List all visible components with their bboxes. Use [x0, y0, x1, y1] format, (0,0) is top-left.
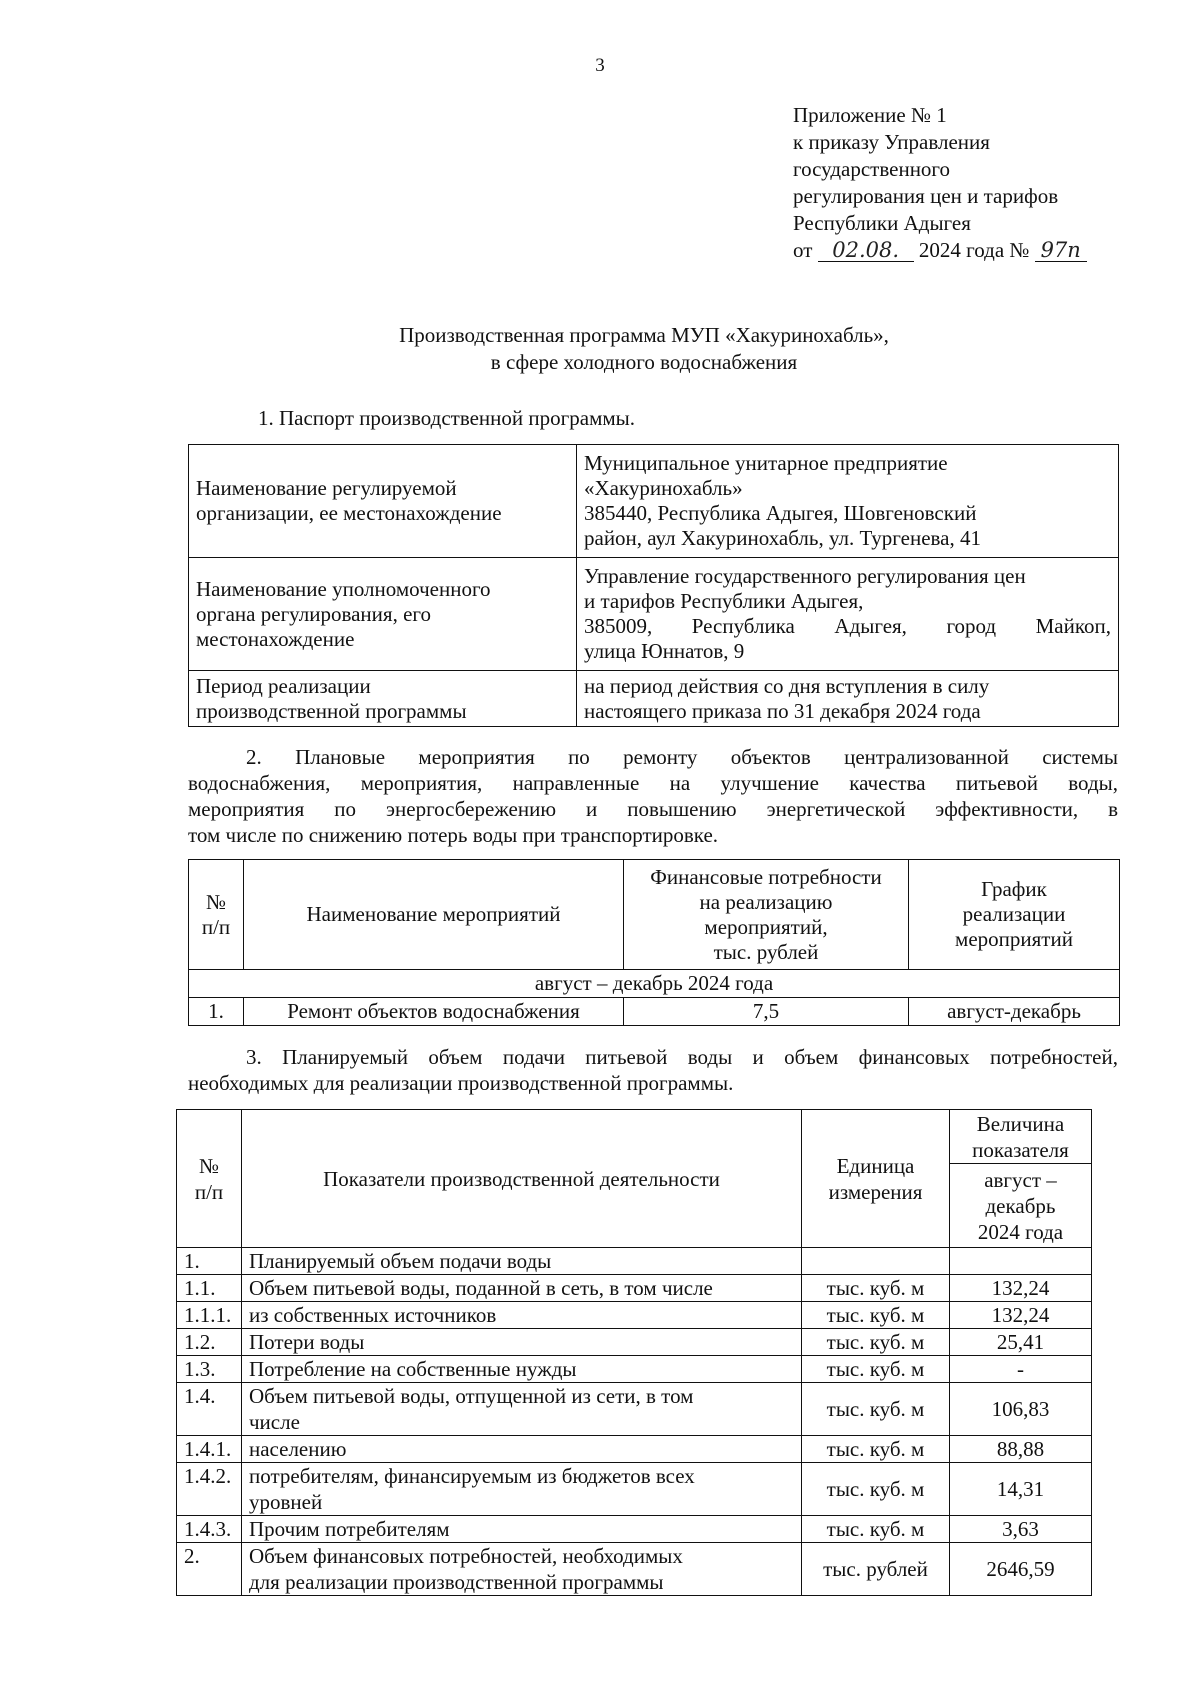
page-number: 3 [595, 55, 605, 76]
header-cell-num [177, 1110, 242, 1248]
table-row [177, 1329, 1092, 1356]
row-unit: тыс. куб. м [802, 1463, 950, 1516]
table-header-row [189, 860, 1120, 970]
row-name: из собственных источников [242, 1302, 802, 1329]
cell-line: № [205, 889, 227, 914]
row-value: 3,63 [950, 1516, 1092, 1543]
cell-line: «Хакуринохабль» [584, 476, 743, 500]
passport-label [189, 671, 577, 727]
handwritten-order-number: 97п [1035, 239, 1087, 262]
cell-line: Управление государственного регулирования цен [584, 564, 1026, 588]
appendix-line: государственного [793, 157, 951, 181]
row-num: 1.4. [177, 1383, 242, 1436]
cell-line: п/п [194, 1179, 224, 1204]
passport-value [577, 558, 1119, 671]
row-unit: тыс. рублей [802, 1543, 950, 1596]
row-name: Объем питьевой воды, поданной в сеть, в том числе [242, 1275, 802, 1302]
appendix-line: к приказу Управления [793, 130, 990, 154]
table-header-row [177, 1110, 1092, 1164]
row-financing: 7,5 [624, 998, 909, 1026]
header-cell-value [950, 1110, 1092, 1164]
header-cell-schedule [909, 860, 1120, 970]
row-num: 1.1.1. [177, 1302, 242, 1329]
cell-line: декабрь [985, 1193, 1056, 1218]
appendix-date-line [793, 237, 1173, 264]
cell-line: производственной программы [196, 698, 467, 723]
table-row [177, 1275, 1092, 1302]
cell-line: на реализацию [699, 889, 833, 914]
table-row [177, 1356, 1092, 1383]
handwritten-date: 02.08. [818, 239, 914, 262]
cell-line: мероприятий [955, 927, 1073, 951]
cell-line: уровней [249, 1490, 323, 1514]
passport-label [189, 445, 577, 558]
appendix-line: Приложение № 1 [793, 103, 947, 127]
paragraph-line: 2. Плановые мероприятия по ремонту объектов централизованной системы [246, 745, 1118, 769]
cell-line: органа регулирования, его [196, 601, 431, 626]
passport-label [189, 558, 577, 671]
row-num: 1.4.3. [177, 1516, 242, 1543]
measures-table [188, 859, 1120, 1026]
row-num: 1. [189, 998, 244, 1026]
paragraph-line: 3. Планируемый объем подачи питьевой воды и объем финансовых потребностей, [246, 1045, 1118, 1069]
table-row [177, 1248, 1092, 1275]
period-row [189, 970, 1120, 998]
row-name: Прочим потребителям [242, 1516, 802, 1543]
header-cell-name: Наименование мероприятий [244, 860, 624, 970]
row-name [242, 1543, 802, 1596]
row-value [950, 1248, 1092, 1275]
row-unit: тыс. куб. м [802, 1383, 950, 1436]
cell-line: График [981, 877, 1047, 901]
row-name: Потери воды [242, 1329, 802, 1356]
row-value: 2646,59 [950, 1543, 1092, 1596]
row-value: 88,88 [950, 1436, 1092, 1463]
row-num: 1.3. [177, 1356, 242, 1383]
cell-line: 2024 года [977, 1219, 1064, 1244]
cell-line: п/п [201, 914, 231, 939]
indicators-table [176, 1109, 1092, 1596]
header-cell-num [189, 860, 244, 970]
row-num: 1.2. [177, 1329, 242, 1356]
row-num: 1.4.2. [177, 1463, 242, 1516]
header-cell-period [950, 1164, 1092, 1248]
row-unit: тыс. куб. м [802, 1436, 950, 1463]
cell-line: Объем финансовых потребностей, необходимых [249, 1544, 683, 1568]
cell-line: улица Юннатов, 9 [584, 639, 745, 663]
row-value: 106,83 [950, 1383, 1092, 1436]
cell-line: настоящего приказа по 31 декабря 2024 года [584, 698, 981, 723]
table-row [189, 671, 1119, 727]
row-name [242, 1383, 802, 1436]
table-row [177, 1302, 1092, 1329]
header-cell-financing [624, 860, 909, 970]
passport-value [577, 671, 1119, 727]
table-row [177, 1516, 1092, 1543]
cell-line: и тарифов Республики Адыгея, [584, 589, 864, 613]
row-name: Ремонт объектов водоснабжения [244, 998, 624, 1026]
cell-line: измерения [828, 1179, 923, 1204]
row-value: 132,24 [950, 1302, 1092, 1329]
cell-line: Наименование регулируемой [196, 476, 457, 500]
appendix-line: Республики Адыгея [793, 211, 971, 235]
date-prefix: от [793, 238, 813, 262]
cell-line: август – [984, 1167, 1057, 1192]
cell-line: район, аул Хакуринохабль, ул. Тургенева, 41 [584, 526, 981, 550]
cell-line: № [198, 1153, 220, 1178]
row-name: Планируемый объем подачи воды [242, 1248, 802, 1275]
cell-line: организации, ее местонахождение [196, 501, 502, 525]
period-cell: август – декабрь 2024 года [189, 970, 1120, 998]
cell-line: Муниципальное унитарное предприятие [584, 451, 948, 475]
row-unit [802, 1248, 950, 1275]
cell-line: числе [249, 1410, 300, 1434]
paragraph-line: необходимых для реализации производственной программы. [188, 1071, 734, 1095]
cell-line: Единица [836, 1153, 915, 1178]
cell-line: местонахождение [196, 626, 355, 651]
cell-line: Финансовые потребности [650, 864, 882, 889]
cell-line: для реализации производственной программы [249, 1570, 664, 1594]
table-row [189, 998, 1120, 1026]
paragraph-line: том числе по снижению потерь воды при транспортировке. [188, 823, 719, 847]
row-value: 14,31 [950, 1463, 1092, 1516]
row-name [242, 1463, 802, 1516]
cell-line: тыс. рублей [713, 939, 819, 964]
date-suffix: 2024 года № [918, 238, 1030, 262]
cell-line: мероприятий, [704, 914, 828, 939]
row-num: 1.1. [177, 1275, 242, 1302]
table-row [177, 1383, 1092, 1436]
row-name: Потребление на собственные нужды [242, 1356, 802, 1383]
cell-line: Величина [976, 1111, 1065, 1136]
row-unit: тыс. куб. м [802, 1356, 950, 1383]
table-row [177, 1436, 1092, 1463]
row-num: 2. [177, 1543, 242, 1596]
appendix-block [793, 102, 1173, 264]
table-row [189, 558, 1119, 671]
row-num: 1. [177, 1248, 242, 1275]
cell-line: Объем питьевой воды, отпущенной из сети, в том [249, 1384, 694, 1408]
cell-line: показателя [972, 1137, 1069, 1162]
row-unit: тыс. куб. м [802, 1275, 950, 1302]
paragraph-line: мероприятия по энергосбережению и повышению энергетической эффективности, в [188, 797, 1118, 821]
table-row [177, 1463, 1092, 1516]
header-cell-unit [802, 1110, 950, 1248]
appendix-line: регулирования цен и тарифов [793, 184, 1059, 208]
cell-line: Период реализации [196, 673, 371, 698]
row-unit: тыс. куб. м [802, 1329, 950, 1356]
cell-line: потребителям, финансируемым из бюджетов всех [249, 1464, 695, 1488]
row-unit: тыс. куб. м [802, 1302, 950, 1329]
title-line: Производственная программа МУП «Хакуринохабль», [399, 323, 889, 347]
row-value: 25,41 [950, 1329, 1092, 1356]
document-title [0, 322, 1200, 376]
cell-line: 385009, Республика Адыгея, город Майкоп, [584, 614, 1111, 638]
cell-line: реализации [962, 902, 1066, 926]
section1-heading: 1. Паспорт производственной программы. [258, 406, 636, 430]
cell-line: 385440, Республика Адыгея, Шовгеновский [584, 501, 977, 525]
row-value: 132,24 [950, 1275, 1092, 1302]
passport-table [188, 444, 1119, 727]
cell-line: на период действия со дня вступления в силу [584, 673, 990, 698]
table-row [177, 1543, 1092, 1596]
row-value: - [950, 1356, 1092, 1383]
row-num: 1.4.1. [177, 1436, 242, 1463]
table-row [189, 445, 1119, 558]
title-line: в сфере холодного водоснабжения [490, 350, 798, 374]
cell-line: Наименование уполномоченного [196, 576, 491, 601]
row-schedule: август-декабрь [909, 998, 1120, 1026]
section2-paragraph [188, 744, 1118, 848]
row-unit: тыс. куб. м [802, 1516, 950, 1543]
passport-value [577, 445, 1119, 558]
row-name: населению [242, 1436, 802, 1463]
section3-paragraph [188, 1044, 1118, 1096]
header-cell-indicator: Показатели производственной деятельности [242, 1110, 802, 1248]
paragraph-line: водоснабжения, мероприятия, направленные на улучшение качества питьевой воды, [188, 771, 1118, 795]
